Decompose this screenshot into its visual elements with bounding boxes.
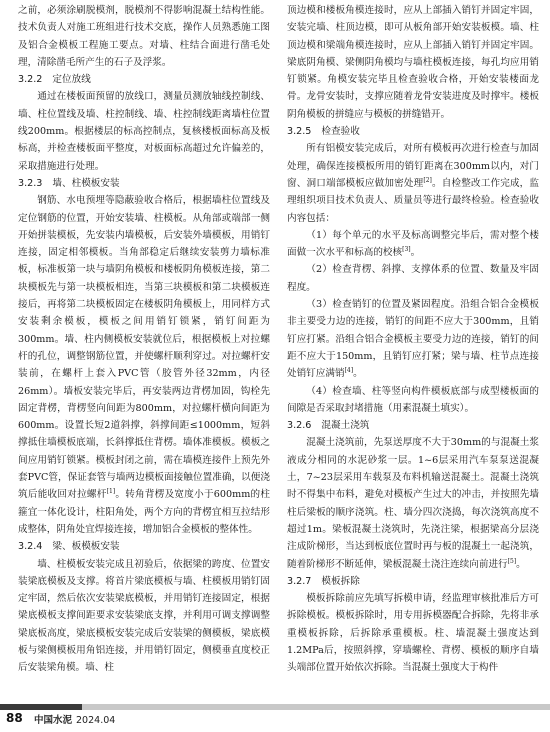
- list-item-text: （4）检查墙、柱等竖向构件模板底部与成型楼板面的间隙是否采取封堵措施（用素混凝土填实）。: [287, 385, 539, 414]
- list-item-text: （3）检查销钉的位置及紧固程度。沿组合铝合金模板非主要受力边的连接，销钉的间距不应大于300mm，且销钉应打紧。沿组合铝合金模板主要受力边的连接，销钉的间距不应大于150mm，且销钉应打紧；梁与墙、柱节点连接处销钉应满销: [287, 299, 539, 380]
- section-title: 混凝土浇筑: [321, 420, 370, 432]
- paragraph: 墙、柱模板安装完成且初验后，依据梁的跨度、位置安装梁底模板及支撑。将首片梁底模板与墙、柱模板用销钉固定牢固，然后依次安装梁底模板，并用销钉连接固定，根据梁底模板支撑间距要求安装梁底支撑，并利用可调支撑调整梁底板高度，梁底模板安装完成后安装梁的侧模板，梁底模板与梁侧模板用角铝连接，并用销钉固定，侧模垂直度校正后安装梁角模。墙、柱: [18, 558, 270, 674]
- paragraph: 顶边模和楼板角模连接时，应从上部插入销钉并固定牢固，安装完墙、柱顶边模，即可从板角部开始安装板模。墙、柱顶边模和梁端角模连接时，应从上部插入销钉并固定牢固。梁底阴角模、梁侧阴角模均与墙柱模板连接，每孔均应用销钉锁紧。角模安装完毕且检查验收合格，开始安装楼面龙骨。龙骨安装时，支撑应随着龙骨安装进度及时撑牢。楼板阴角模板的拼缝应与模板的拼缝错开。: [287, 5, 539, 120]
- section-heading: [18, 175, 270, 192]
- list-item: [287, 227, 539, 262]
- page-number: 88: [6, 711, 23, 725]
- section-number: 3.2.5: [287, 126, 312, 138]
- list-item: [287, 261, 539, 296]
- list-item: [287, 296, 539, 382]
- citation: [4]: [344, 367, 354, 375]
- paragraph: [287, 140, 539, 226]
- section-title: 梁、板模板安装: [52, 541, 120, 553]
- section-number: 3.2.4: [18, 541, 43, 553]
- section-number: 3.2.7: [287, 575, 312, 587]
- citation: [1]: [106, 488, 116, 496]
- section-heading: [287, 123, 539, 140]
- citation: [3]: [402, 245, 411, 253]
- paragraph: [18, 192, 270, 538]
- left-column: [18, 2, 270, 677]
- section-title: 定位放线: [52, 74, 91, 86]
- list-item-text: （1）每个单元的水平及标高调整完毕后，需对整个楼面做一次水平和标高的校核: [287, 229, 539, 259]
- list-item: [287, 383, 539, 418]
- journal-issue: 2024.04: [76, 715, 116, 726]
- paragraph: 通过在楼板面预留的放线口，测量员测放轴线控制线、墙、柱位置线及墙、柱控制线、墙、柱控制线距离墙柱位置线200mm。根据楼层的标高控制点，复核楼板面标高及板标高，并检查楼板面平整度，对板面标高超过允许偏差的，采取措施进行处理。: [18, 91, 270, 172]
- paragraph-text: 。转角背楞及宽度小于600mm的柱箍宜一体化设计，柱阳角处，两个方向的背楞宜相互拉结形成整体，阴角处宜焊接连接，增加铝合金模板的整体性。: [18, 489, 270, 535]
- section-number: 3.2.6: [287, 420, 312, 432]
- right-column: [287, 2, 539, 677]
- list-item-text: 。: [410, 247, 421, 259]
- paragraph: [287, 434, 539, 572]
- paragraph-text: 混凝土浇筑前，先泵送厚度不大于30mm的与混凝土浆液成分相同的水泥砂浆一层。1~6层采用汽车泵泵送混凝土，7~23层采用车载泵及布料机输送混凝土。混凝土浇筑时不得集中布料，避免对模板产生过大的冲击，并按照先墙柱后梁板的顺序浇筑。柱、墙分四次浇捣，每次浇筑高度不超过1m。梁板混凝土浇筑时，先浇注梁，根据梁高分层浇注成阶梯形，当达到板底位置时再与板的混凝土一起浇筑，随着阶梯形不断延伸，梁板混凝土浇注连续向前进行: [287, 437, 539, 570]
- paragraph-text: 。自检整改工作完成，监理组织项目技术负责人、质量员等进行最终检验。检查验收内容包括：: [287, 177, 540, 224]
- journal-name: 中国水泥: [34, 715, 73, 726]
- section-heading: [287, 573, 539, 590]
- page-footer: [0, 704, 550, 732]
- paragraph-text: 。: [516, 558, 526, 570]
- paragraph: 之前，必须涂刷脱模剂，脱模剂不得影响混凝土结构性能。技术负责人对施工班组进行技术交底，操作人员熟悉施工图及铝合金模板工程施工要点。对墙、柱结合面进行凿毛处理，清除凿毛所产生的石子及浮浆。: [18, 5, 270, 68]
- section-number: 3.2.2: [18, 74, 43, 86]
- paragraph: 模板拆除前应先填写拆模申请，经监理审核批准后方可拆除模板。模板拆除时，用专用拆模器配合拆除，先将非承重模板拆除，后拆除承重模板。柱、墙混凝土强度达到1.2MPa后，按照斜撑，穿墙螺栓、背楞、模板的顺序自墙头端部位置开始依次拆除。当混凝土强度大于构件: [287, 593, 539, 674]
- section-heading: [287, 417, 539, 434]
- citation: [5]: [507, 557, 517, 565]
- footer-rule: [0, 704, 550, 710]
- section-title: 墙、柱模板安装: [52, 177, 120, 189]
- citation: [2]: [423, 176, 432, 184]
- section-title: 模板拆除: [321, 575, 360, 587]
- section-heading: [18, 71, 270, 88]
- paragraph-text: 钢筋、水电预埋等隐蔽验收合格后，根据墙柱位置线及定位钢筋的位置，开始安装墙、柱模板。从角部或端部一侧开始拼装模板，先安装内墙模板，后安装外墙模板，用销钉连接，固定相邻模板。当角部稳定后继续安装剪力墙标准板，标准板第一块与墙阴角模板和楼板阴角模板连接，第二块模板先与第一块模板相连，当第三块模板和第二块模板连接后，再将第二块模板固定在楼板阴角模板上，用同样方式安装剩余模板，模板之间用销钉锁紧，销钉间距为300mm。墙、柱内侧模板安装就位后，根据模板上对拉螺杆的孔位，调整钢筋位置，并使螺杆顺利穿过。对拉螺杆安装前，在螺杆上套入PVC管（胶管外径32mm，内径26mm）。墙板安装完毕后，再安装两边背楞加固，钩栓先固定背楞，背楞竖向间距为800mm，对拉螺杆横向间距为600mm。设置长短2道斜撑，斜撑间距≤1000mm，短斜撑抵住墙模板底端，长斜撑抵住背楞。墙体准模板。模板之间应用销钉锁紧。模板封闭之前，需在墙模连接件上预先外套PVC管，保证套管与墙两边模板面接触位置准确，以便浇筑后能收回对拉螺杆: [18, 195, 270, 501]
- section-title: 检查验收: [321, 126, 360, 138]
- section-number: 3.2.3: [18, 177, 43, 189]
- section-heading: [18, 538, 270, 555]
- paragraph-text: 所有铝模安装完成后，对所有模板再次进行检查与加固处理，确保连接模板所用的销钉距离在300mm以内，对门窗、洞口端部模板应做加密处理: [287, 143, 539, 189]
- list-item-text: （2）检查背楞、斜撑、支撑体系的位置、数量及牢固程度。: [287, 264, 539, 293]
- list-item-text: 。: [353, 368, 363, 380]
- journal-info: [34, 712, 115, 726]
